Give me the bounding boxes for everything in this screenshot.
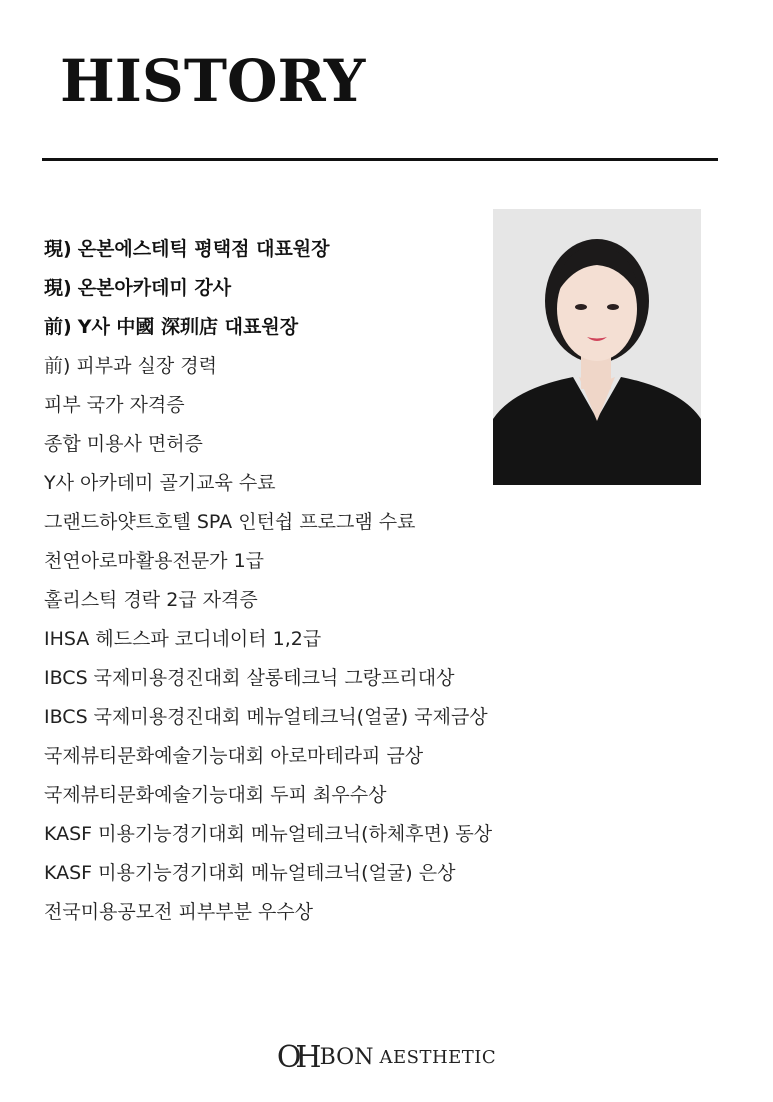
history-item — [44, 386, 492, 425]
portrait-photo — [493, 209, 701, 485]
history-item — [44, 854, 492, 893]
logo-word: BON — [319, 1045, 374, 1070]
history-item-text: IBCS 국제미용경진대회 메뉴얼테크닉(얼굴) 국제금상 — [44, 706, 488, 728]
history-item-text: 온본에스테틱 평택점 대표원장 — [77, 238, 330, 260]
history-item-text: 피부 국가 자격증 — [44, 394, 185, 416]
history-item — [44, 308, 492, 347]
history-item-text: Y사 아카데미 골기교육 수료 — [44, 472, 276, 494]
history-item — [44, 425, 492, 464]
history-item-text: 종합 미용사 면허증 — [44, 433, 203, 455]
history-item-text: 국제뷰티문화예술기능대회 두피 최우수상 — [44, 784, 387, 806]
history-item — [44, 815, 492, 854]
history-item — [44, 347, 492, 386]
history-item — [44, 269, 492, 308]
history-item-text: 천연아로마활용전문가 1급 — [44, 550, 265, 572]
history-item — [44, 230, 492, 269]
history-item-text: 온본아카데미 강사 — [77, 277, 232, 299]
history-item-text: 피부과 실장 경력 — [76, 355, 217, 377]
history-item-text: Y사 中國 深玔店 대표원장 — [77, 316, 299, 338]
history-item — [44, 581, 492, 620]
history-item — [44, 542, 492, 581]
history-item — [44, 659, 492, 698]
brand-logo — [0, 1040, 773, 1075]
history-item-prefix: 前) — [44, 355, 71, 377]
logo-mark: OH — [276, 1040, 316, 1075]
history-item — [44, 737, 492, 776]
page-title: HISTORY — [60, 47, 366, 115]
portrait-photo-icon — [493, 209, 701, 485]
history-item-text: KASF 미용기능경기대회 메뉴얼테크닉(하체후면) 동상 — [44, 823, 493, 845]
history-item-text: IHSA 헤드스파 코디네이터 1,2급 — [44, 628, 322, 650]
history-item-text: 홀리스틱 경락 2급 자격증 — [44, 589, 258, 611]
title-divider — [42, 158, 718, 161]
history-item-prefix: 現) — [44, 238, 72, 260]
history-list — [44, 230, 492, 932]
history-item — [44, 893, 492, 932]
logo-sub: AESTHETIC — [379, 1047, 497, 1068]
history-item — [44, 464, 492, 503]
history-item-text: IBCS 국제미용경진대회 살롱테크닉 그랑프리대상 — [44, 667, 455, 689]
history-item — [44, 776, 492, 815]
history-item — [44, 698, 492, 737]
history-item-text: 국제뷰티문화예술기능대회 아로마테라피 금상 — [44, 745, 424, 767]
history-item-prefix: 現) — [44, 277, 72, 299]
history-item — [44, 503, 492, 542]
history-item-prefix: 前) — [44, 316, 72, 338]
history-item-text: 전국미용공모전 피부부분 우수상 — [44, 901, 314, 923]
history-item-text: 그랜드하얏트호텔 SPA 인턴쉽 프로그램 수료 — [44, 511, 416, 533]
history-item-text: KASF 미용기능경기대회 메뉴얼테크닉(얼굴) 은상 — [44, 862, 456, 884]
history-item — [44, 620, 492, 659]
